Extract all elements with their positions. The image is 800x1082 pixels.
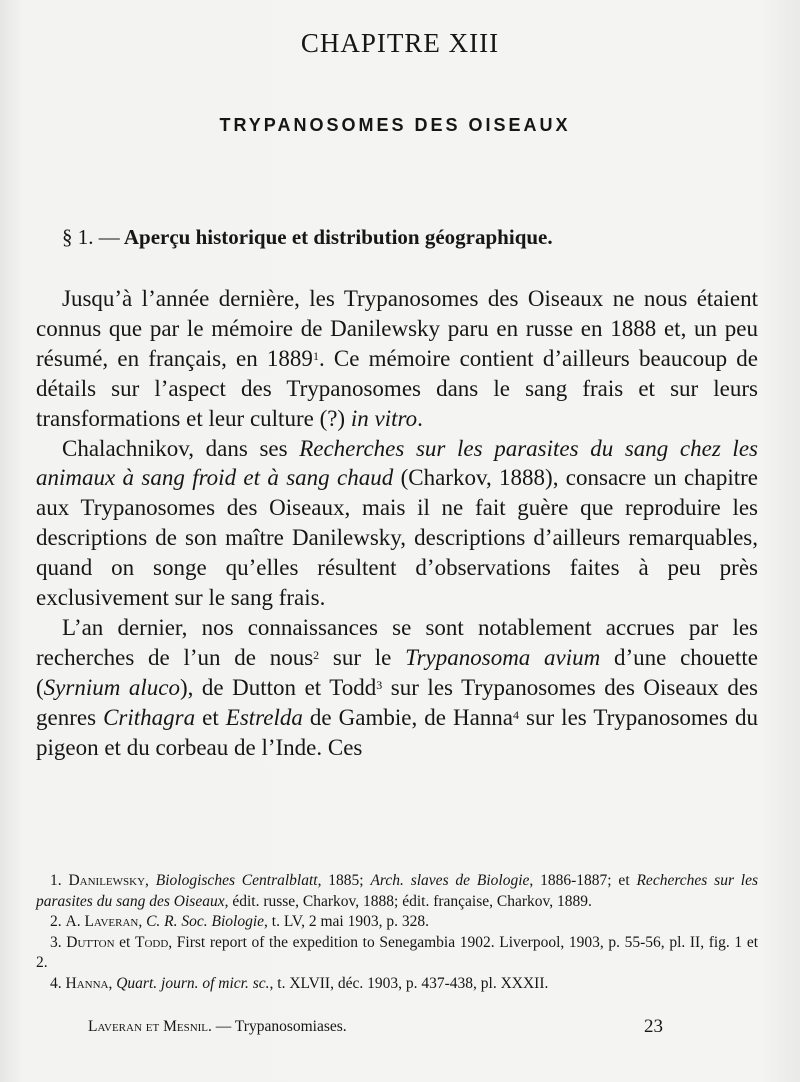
italic-run: Syrnium aluco <box>43 674 180 700</box>
text-run: , 1885; <box>317 872 371 889</box>
paragraph-1 <box>36 284 758 434</box>
italic-run: Crithagra <box>103 704 196 730</box>
paragraph-2 <box>36 434 758 613</box>
footnote-3 <box>36 933 758 974</box>
footnote-author: Dutton <box>66 933 115 951</box>
italic-run: C. R. Soc. Biologie <box>146 913 265 930</box>
chapter-subtitle: TRYPANOSOMES DES OISEAUX <box>219 115 571 135</box>
footnote-2 <box>36 912 758 933</box>
footer-separator: — <box>211 1018 235 1035</box>
body-text <box>36 284 758 763</box>
footer-title: Trypanosomiases. <box>234 1018 347 1035</box>
text-run: , édit. russe, Charkov, 1888; édit. française, Charkov, 1889. <box>224 892 592 910</box>
text-run: , t. LV, 2 mai 1903, p. 328. <box>264 913 429 930</box>
text-run: et <box>195 704 226 730</box>
text-run: , 1886-1887; et <box>529 872 637 889</box>
text-run: , t. XLVII, déc. 1903, p. 437-438, pl. XXXII. <box>269 974 549 992</box>
italic-run: Recherches sur les parasites du sang chez les animaux à sang froid et à sang chaud <box>36 435 758 491</box>
footnote-author: Danilewsky, <box>68 872 149 889</box>
section-number: § 1. — <box>62 225 120 249</box>
footnote-author: A. Laveran, <box>65 913 143 930</box>
footnotes <box>36 871 758 994</box>
page-number: 23 <box>644 1016 663 1037</box>
footnote-number: 4. <box>50 974 62 992</box>
italic-run: Quart. journ. of micr. sc. <box>116 974 270 992</box>
italic-run: in vitro <box>350 405 418 431</box>
footnote-number: 3. <box>50 933 62 951</box>
text-run: sur les Trypanosomes des Oiseaux des genres <box>36 674 758 730</box>
text-run: sur les Trypanosomes du pigeon et du corbeau de l’Inde. Ces <box>36 704 758 760</box>
italic-run: Estrelda <box>225 704 303 730</box>
text-run: . Ce mémoire contient d’ailleurs beaucoup de détails sur l’aspect des Trypanosomes dans le sang frais et sur leurs transformations et leur culture (?) <box>36 345 758 431</box>
text-run: Jusqu’à l’année dernière, les Trypanosomes des Oiseaux ne nous étaient connus que par le mémoire de Danilewsky paru en russe en 1888 et, un peu résumé, en français, en 1889 <box>36 286 758 371</box>
chapter-title: CHAPITRE XIII <box>300 28 500 58</box>
footnote-number: 1. <box>50 872 62 889</box>
italic-run: Arch. slaves de Biologie <box>370 872 530 889</box>
italic-run: Recherches sur les parasites du sang des Oiseaux <box>36 872 759 910</box>
footnote-author: Todd, <box>134 933 173 951</box>
footnote-number: 2. <box>50 913 62 930</box>
text-run: et <box>114 933 135 951</box>
paragraph-3 <box>36 613 758 763</box>
footnote-ref: 2 <box>313 647 320 662</box>
text-run: ), de Dutton et Todd <box>179 674 377 700</box>
footer-authors: Laveran et Mesnil. <box>88 1018 212 1035</box>
text-run: (Charkov, 1888), consacre un chapitre aux Trypanosomes des Oiseaux, mais il ne fait guère que reproduire les descriptions de son maître Danilewsky, descriptions d’ailleurs remarquables, quand on songe qu’elles résultent d’observations faites à peu près exclusivement sur le sang frais. <box>36 465 759 611</box>
text-run: L’an dernier, nos connaissances se sont notablement accrues par les recherches de l’un de nous <box>36 614 758 670</box>
footnote-author: Hanna, <box>65 974 113 992</box>
italic-run: Trypanosoma avium <box>405 644 601 670</box>
section-title: Aperçu historique et distribution géographique. <box>123 225 553 249</box>
text-run: First report of the expedition to Senegambia 1902. Liverpool, 1903, p. 55-56, pl. II, fig. 1 et 2. <box>36 933 759 971</box>
text-run: . <box>417 405 423 431</box>
italic-run: Biologisches Centralblatt <box>155 872 318 889</box>
footnote-ref: 3 <box>376 677 383 692</box>
footnote-ref: 4 <box>513 707 519 722</box>
footnote-4 <box>36 974 758 995</box>
section-heading <box>62 225 752 250</box>
text-run: d’une chouette ( <box>36 644 758 700</box>
footnote-1 <box>36 871 758 912</box>
footnote-ref: 1 <box>312 348 319 363</box>
text-run: sur le <box>319 644 406 670</box>
text-run: de Gambie, de Hanna <box>302 704 513 730</box>
text-run: Chalachnikov, dans ses <box>62 435 300 461</box>
running-footer <box>88 1018 688 1036</box>
